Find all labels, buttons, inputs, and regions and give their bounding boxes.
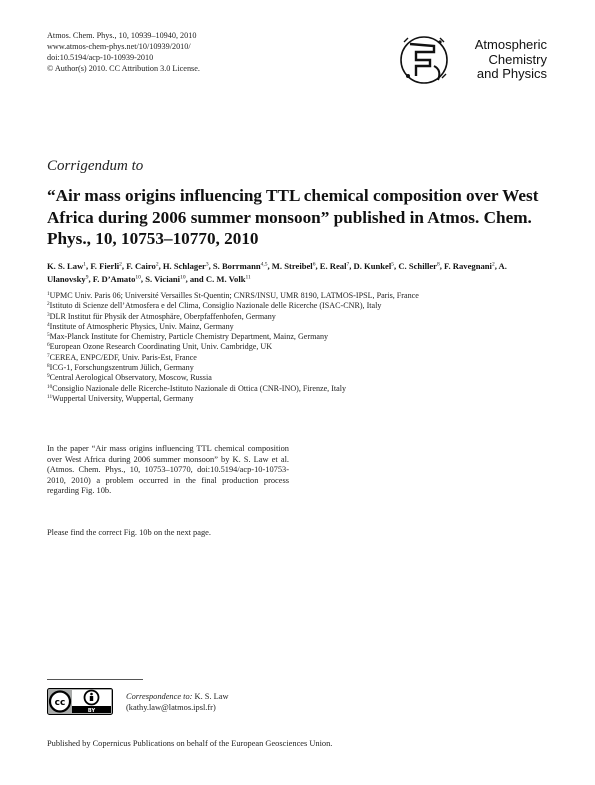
affiliation-number: 5	[47, 332, 50, 339]
affiliation-item	[47, 312, 552, 322]
footnote-divider	[47, 679, 143, 680]
author-affiliation-marker: 1	[83, 261, 87, 268]
affiliation-text: Wuppertal University, Wuppertal, Germany	[52, 393, 194, 403]
body-paragraph-next-page: Please find the correct Fig. 10b on the next page.	[47, 528, 211, 537]
author-name: F. Fierli	[90, 261, 120, 271]
author-name: F. Ravegnani	[444, 261, 492, 271]
affiliation-number: 7	[47, 352, 50, 359]
author-affiliation-marker: 5	[391, 261, 395, 268]
journal-name-line-2: Chemistry	[488, 51, 547, 67]
affiliation-number: 1	[47, 291, 50, 297]
author-name: F. Cairo	[126, 261, 156, 271]
cc-mark: cc	[54, 698, 66, 708]
correspondence-label: Correspondence to:	[126, 692, 193, 701]
affiliation-item	[47, 301, 552, 311]
affiliation-text: DLR Institut für Physik der Atmosphäre, Oberpfaffenhofen, Germany	[49, 311, 276, 321]
author-affiliation-marker: 7	[346, 261, 350, 268]
author-name: C. Schiller	[398, 261, 437, 271]
doi-line[interactable]: doi:10.5194/acp-10-10939-2010	[47, 53, 154, 62]
citation-line: Atmos. Chem. Phys., 10, 10939–10940, 2010	[47, 31, 197, 40]
affiliation-text: Istituto di Scienze dell’Atmosfera e del Clima, Consiglio Nazionale delle Ricerche (ISAC-CNR), Italy	[49, 301, 382, 311]
author-name: K. S. Law	[47, 261, 84, 271]
journal-name-line-3: and Physics	[476, 66, 547, 81]
affiliation-item	[47, 322, 552, 332]
article-type-label: Corrigendum to	[47, 158, 144, 174]
affiliation-item	[47, 291, 552, 301]
affiliation-number: 9	[47, 373, 50, 380]
acp-emblem-icon	[394, 30, 460, 90]
affiliation-text: CEREA, ENPC/EDF, Univ. Paris-Est, France	[49, 352, 197, 362]
affiliation-item	[47, 363, 552, 373]
affiliation-text: Central Aerological Observatory, Moscow, Russia	[49, 373, 212, 383]
journal-name	[452, 38, 547, 82]
journal-logo	[394, 30, 554, 90]
author-affiliation-marker: 2	[119, 261, 122, 268]
journal-name-line-1: Atmospheric	[474, 37, 547, 52]
affiliation-item	[47, 384, 552, 394]
affiliation-text: European Ozone Research Coordinating Unit, Univ. Cambridge, UK	[49, 342, 273, 352]
author-affiliation-marker: 9	[85, 274, 89, 281]
affiliation-item	[47, 353, 552, 363]
affiliation-number: 8	[47, 363, 50, 370]
author-list: K. S. Law$^1$, F. Fierli$^2$, F. Cairo$^2$, H. Schlager$^3$, S. Borrmann$^{4,5}$, M. Streibel$^6$, E. Real$^7$, D. Kunkel$^5$, C. Schiller$^8$, F. Ravegnani$^2$, A. Ulanovsky$^9$, F. D’Amato$^{10}$, S. Viciani$^{10}$, and C. M. Volk$^{11}$	[47, 261, 507, 284]
affiliation-number: 3	[47, 311, 50, 318]
correspondence-email[interactable]: (kathy.law@latmos.ipsl.fr)	[126, 703, 216, 712]
author-affiliation-marker: 3	[205, 261, 209, 268]
author-affiliation-marker: 2	[155, 261, 159, 268]
journal-url[interactable]: www.atmos-chem-phys.net/10/10939/2010/	[47, 42, 191, 51]
publisher-footer: Published by Copernicus Publications on behalf of the European Geosciences Union.	[47, 739, 333, 748]
author-affiliation-marker: 8	[436, 261, 440, 268]
author-affiliation-marker: 2	[491, 261, 495, 268]
affiliation-number: 6	[47, 342, 50, 349]
author-affiliation-marker: 4,5	[260, 261, 268, 268]
author-name: F. D’Amato	[92, 274, 136, 284]
article-title: “Air mass origins influencing TTL chemical composition over West Africa during 2006 summer monsoon” published in Atmos. Chem. Phys., 10, 10753–10770, 2010	[47, 186, 539, 248]
author-affiliation-marker: 11	[245, 274, 251, 281]
affiliation-number: 4	[47, 321, 50, 328]
author-affiliation-marker: 10	[180, 274, 186, 281]
body-paragraph: In the paper “Air mass origins influencing TTL chemical composition over West Africa during 2006 summer monsoon” by K. S. Law et al. (Atmos. Chem. Phys., 10, 10753–10770, doi:10.5194/acp-10-10753-2010, 2010) a problem occurred in the final production process regarding Fig. 10b.	[47, 444, 289, 496]
author-affiliation-marker: 6	[312, 261, 316, 268]
journal-citation-header	[47, 30, 200, 74]
affiliation-item	[47, 373, 552, 383]
affiliation-list	[47, 291, 552, 404]
cc-by-icon	[47, 688, 113, 715]
affiliation-item	[47, 342, 552, 352]
author-name: H. Schlager	[162, 261, 206, 271]
author-name: D. Kunkel	[353, 261, 392, 271]
correspondence-name: K. S. Law	[194, 692, 229, 701]
author-name: C. M. Volk	[205, 274, 246, 284]
affiliation-item	[47, 394, 552, 404]
affiliation-text: Institute of Atmospheric Physics, Univ. Mainz, Germany	[49, 321, 234, 331]
author-name: M. Streibel	[271, 261, 313, 271]
affiliation-text: Max-Planck Institute for Chemistry, Particle Chemistry Department, Mainz, Germany	[49, 332, 329, 342]
affiliation-number: 11	[47, 393, 53, 400]
author-name: S. Viciani	[145, 274, 181, 284]
affiliation-text: ICG-1, Forschungszentrum Jülich, Germany	[49, 363, 194, 373]
affiliation-number: 10	[47, 383, 53, 390]
affiliation-number: 2	[47, 301, 50, 308]
author-name: A. Ulanovsky	[47, 261, 507, 284]
author-name: S. Borrmann	[212, 261, 261, 271]
affiliation-text: UPMC Univ. Paris 06; Université Versailles St-Quentin; CNRS/INSU, UMR 8190, LATMOS-IPSL, Paris, France	[49, 291, 419, 300]
author-affiliation-marker: 10	[135, 274, 141, 281]
by-mark: BY	[87, 708, 96, 714]
cc-by-license-badge[interactable]	[47, 688, 113, 715]
affiliation-text: Consiglio Nazionale delle Ricerche-Istituto Nazionale di Ottica (CNR-INO), Firenze, Italy	[52, 383, 347, 393]
correspondence-note	[126, 691, 229, 713]
affiliation-item	[47, 332, 552, 342]
author-name: E. Real	[319, 261, 347, 271]
license-line: © Author(s) 2010. CC Attribution 3.0 License.	[47, 64, 200, 73]
